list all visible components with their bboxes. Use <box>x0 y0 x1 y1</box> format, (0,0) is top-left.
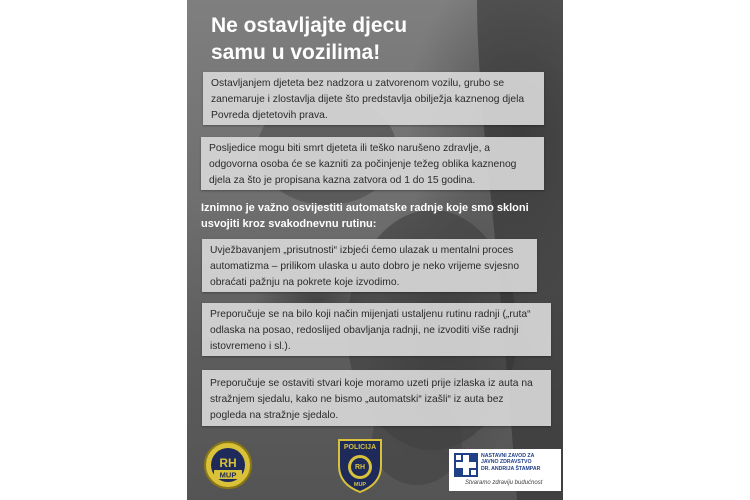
rh-mup-badge-logo <box>203 440 253 490</box>
tip-text: Uvježbavanjem „prisutnosti“ izbjeći ćemo ulazak u mentalni proces automatizma – prilikom ulaska u auto dobro je neko vrijeme svjesno obraćati pažnju na pokrete koje izvodimo. <box>210 245 520 288</box>
tip-box <box>202 370 551 426</box>
tip-text: Preporučuje se ostaviti stvari koje moramo uzeti prije izlaska iz auta na stražnjem sjedalu, kako ne bismo „automatski“ izašli“ iz auta bez pogleda na stražnje sjedalo. <box>210 378 533 421</box>
zavod-name-line: JAVNO ZDRAVSTVO <box>481 459 532 466</box>
poster <box>187 0 563 500</box>
policija-badge-top: POLICIJA <box>343 444 377 451</box>
tip-box <box>202 303 551 356</box>
policija-shield-logo <box>335 436 385 494</box>
tip-text: Preporučuje se na bilo koji način mijenjati ustaljenu rutinu radnji („ruta“ odlaska na posao, redoslijed obavljanja radnji, ne izvoditi više radnji istovremeno i sl.). <box>210 309 531 352</box>
info-paragraph: Ostavljanjem djeteta bez nadzora u zatvorenom vozilu, grubo se zanemaruje i zlostavlja dijete što predstavlja obilježja kaznenog djela Povreda djetetovih prava. <box>211 78 525 121</box>
info-box <box>203 72 544 125</box>
zavod-name-line: DR. ANDRIJA ŠTAMPAR <box>481 465 541 472</box>
zavod-cross-icon <box>454 453 478 477</box>
rh-badge-top: RH <box>219 456 237 470</box>
title-line: samu u vozilima! <box>211 41 381 64</box>
policija-badge-bottom: MUP <box>353 482 367 488</box>
section-heading: Iznimno je važno osvijestiti automatske radnje koje smo skloni usvojiti kroz svakodnevnu rutinu: <box>201 202 529 230</box>
zavod-name <box>481 453 540 472</box>
rh-badge-bottom: MUP <box>219 470 237 480</box>
info-box <box>201 137 544 190</box>
zavod-name-line: NASTAVNI ZAVOD ZA <box>481 453 535 459</box>
nzjz-andrija-stampar-logo <box>449 449 561 491</box>
zavod-tagline: Stvaramo zdraviju budućnost <box>465 480 543 486</box>
title-line: Ne ostavljajte djecu <box>211 14 408 37</box>
poster-title <box>211 12 541 66</box>
info-paragraph: Posljedice mogu biti smrt djeteta ili teško narušeno zdravlje, a odgovorna osoba će se kazniti za počinjenje težeg oblika kaznenog djela za što je propisana kazna zatvora od 1 do 15 godina. <box>209 143 517 186</box>
tip-box <box>202 239 537 292</box>
policija-badge-mid: RH <box>354 464 366 471</box>
